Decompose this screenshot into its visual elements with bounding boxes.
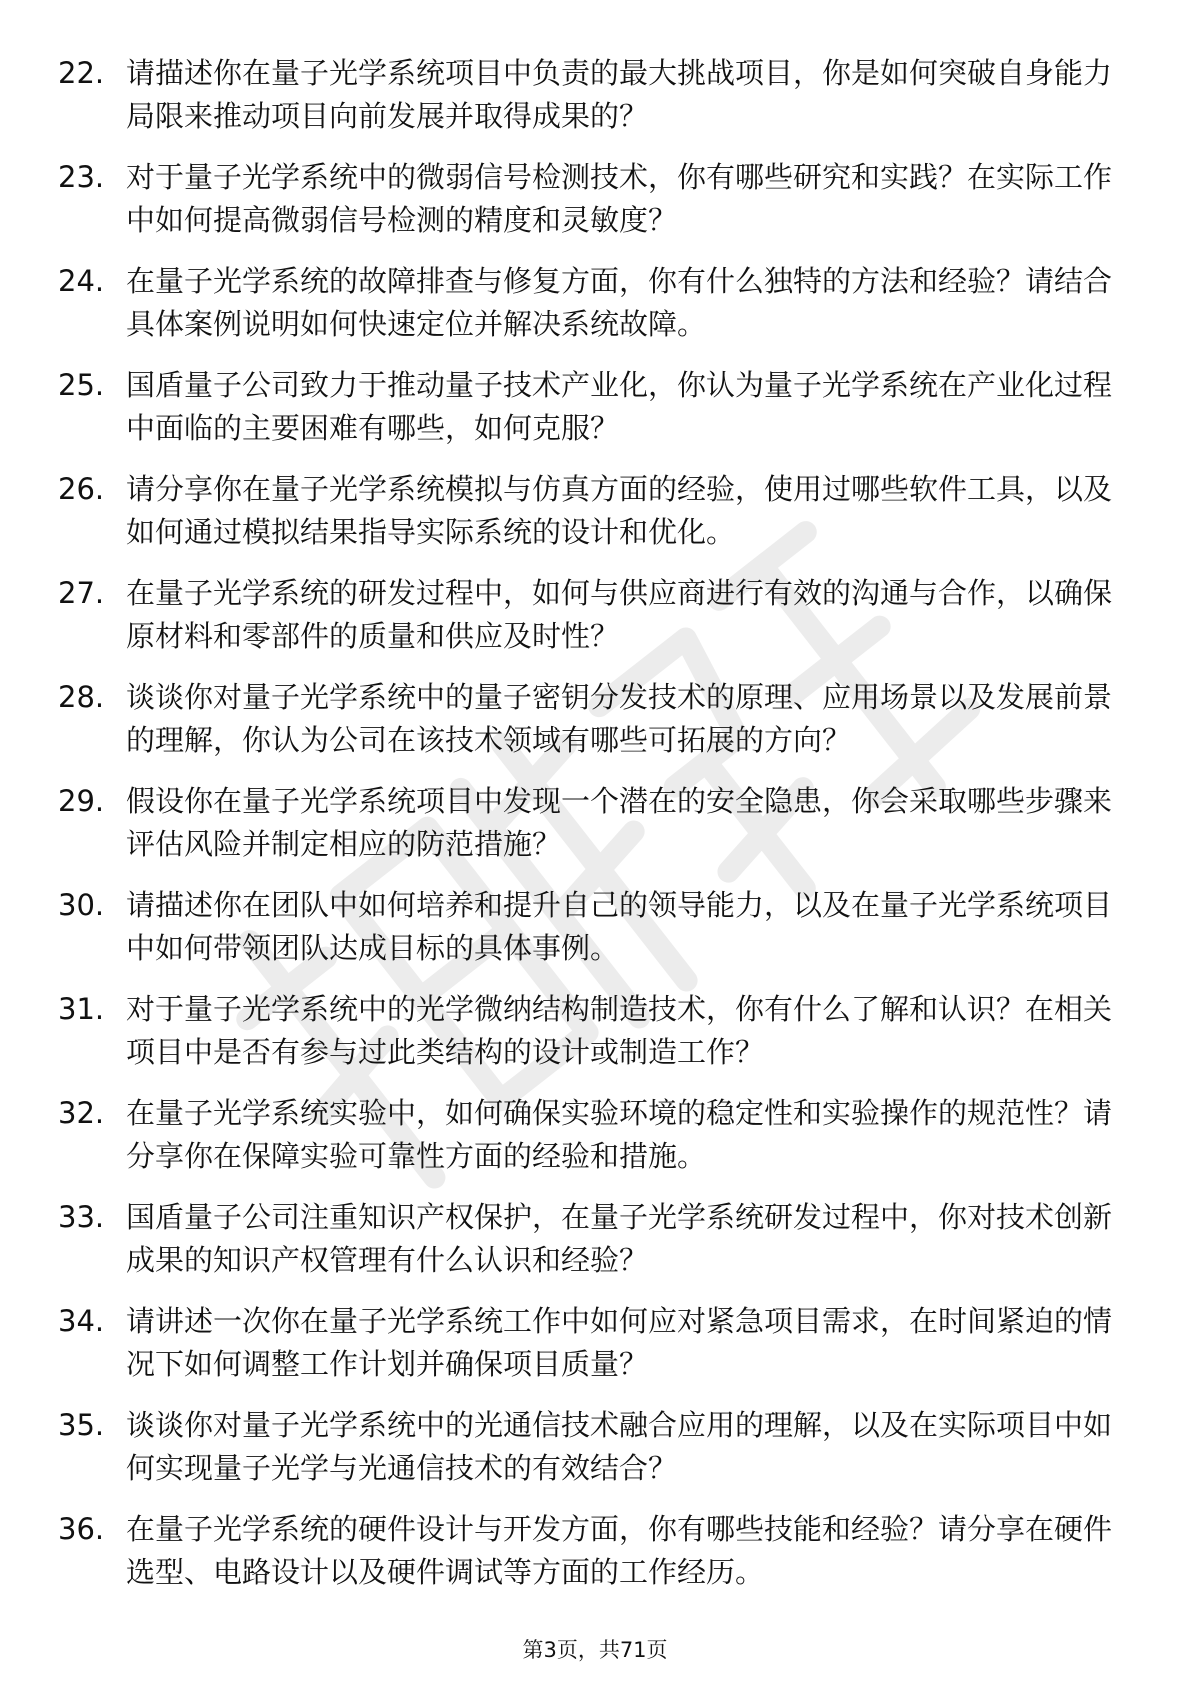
question-text: 对于量子光学系统中的微弱信号检测技术，你有哪些研究和实践？在实际工作中如何提高微弱信号检测的精度和灵敏度？: [126, 160, 1113, 237]
question-number: 35.: [58, 1408, 105, 1442]
question-number: 28.: [58, 680, 105, 714]
question-item: [58, 156, 1118, 242]
question-text: 请描述你在团队中如何培养和提升自己的领导能力，以及在量子光学系统项目中如何带领团队达成目标的具体事例。: [126, 888, 1113, 965]
question-item: [58, 1300, 1118, 1386]
question-item: [58, 468, 1118, 554]
question-text: 谈谈你对量子光学系统中的量子密钥分发技术的原理、应用场景以及发展前景的理解，你认为公司在该技术领域有哪些可拓展的方向？: [126, 680, 1113, 757]
question-number: 24.: [58, 264, 105, 298]
question-text: 在量子光学系统实验中，如何确保实验环境的稳定性和实验操作的规范性？请分享你在保障实验可靠性方面的经验和措施。: [126, 1096, 1113, 1173]
question-text: 对于量子光学系统中的光学微纳结构制造技术，你有什么了解和认识？在相关项目中是否有参与过此类结构的设计或制造工作？: [126, 992, 1113, 1069]
question-number: 25.: [58, 368, 105, 402]
question-text: 谈谈你对量子光学系统中的光通信技术融合应用的理解，以及在实际项目中如何实现量子光学与光通信技术的有效结合？: [126, 1408, 1113, 1485]
question-item: [58, 1404, 1118, 1490]
page-footer: [0, 1636, 1190, 1664]
question-item: [58, 1508, 1118, 1594]
question-number: 30.: [58, 888, 105, 922]
page-number-label: 第3页，共71页: [522, 1638, 668, 1662]
question-number: 29.: [58, 784, 105, 818]
question-item: [58, 884, 1118, 970]
question-text: 请分享你在量子光学系统模拟与仿真方面的经验，使用过哪些软件工具，以及如何通过模拟结果指导实际系统的设计和优化。: [126, 472, 1113, 549]
question-item: [58, 52, 1118, 138]
question-text: 在量子光学系统的硬件设计与开发方面，你有哪些技能和经验？请分享在硬件选型、电路设计以及硬件调试等方面的工作经历。: [126, 1512, 1113, 1589]
question-number: 34.: [58, 1304, 105, 1338]
question-text: 在量子光学系统的故障排查与修复方面，你有什么独特的方法和经验？请结合具体案例说明如何快速定位并解决系统故障。: [126, 264, 1113, 341]
question-item: [58, 780, 1118, 866]
question-item: [58, 1092, 1118, 1178]
question-text: 请讲述一次你在量子光学系统工作中如何应对紧急项目需求，在时间紧迫的情况下如何调整工作计划并确保项目质量？: [126, 1304, 1113, 1381]
question-list: [58, 52, 1118, 1612]
question-number: 31.: [58, 992, 105, 1026]
question-text: 国盾量子公司注重知识产权保护，在量子光学系统研发过程中，你对技术创新成果的知识产权管理有什么认识和经验？: [126, 1200, 1113, 1277]
question-text: 在量子光学系统的研发过程中，如何与供应商进行有效的沟通与合作，以确保原材料和零部件的质量和供应及时性？: [126, 576, 1113, 653]
question-text: 国盾量子公司致力于推动量子技术产业化，你认为量子光学系统在产业化过程中面临的主要困难有哪些，如何克服？: [126, 368, 1113, 445]
question-number: 26.: [58, 472, 105, 506]
question-number: 33.: [58, 1200, 105, 1234]
question-item: [58, 572, 1118, 658]
question-text: 请描述你在量子光学系统项目中负责的最大挑战项目，你是如何突破自身能力局限来推动项目向前发展并取得成果的？: [126, 56, 1113, 133]
question-item: [58, 988, 1118, 1074]
question-item: [58, 260, 1118, 346]
question-number: 32.: [58, 1096, 105, 1130]
question-item: [58, 1196, 1118, 1282]
question-item: [58, 676, 1118, 762]
question-text: 假设你在量子光学系统项目中发现一个潜在的安全隐患，你会采取哪些步骤来评估风险并制定相应的防范措施？: [126, 784, 1113, 861]
question-number: 22.: [58, 56, 105, 90]
question-item: [58, 364, 1118, 450]
question-number: 36.: [58, 1512, 105, 1546]
question-number: 27.: [58, 576, 105, 610]
question-number: 23.: [58, 160, 105, 194]
